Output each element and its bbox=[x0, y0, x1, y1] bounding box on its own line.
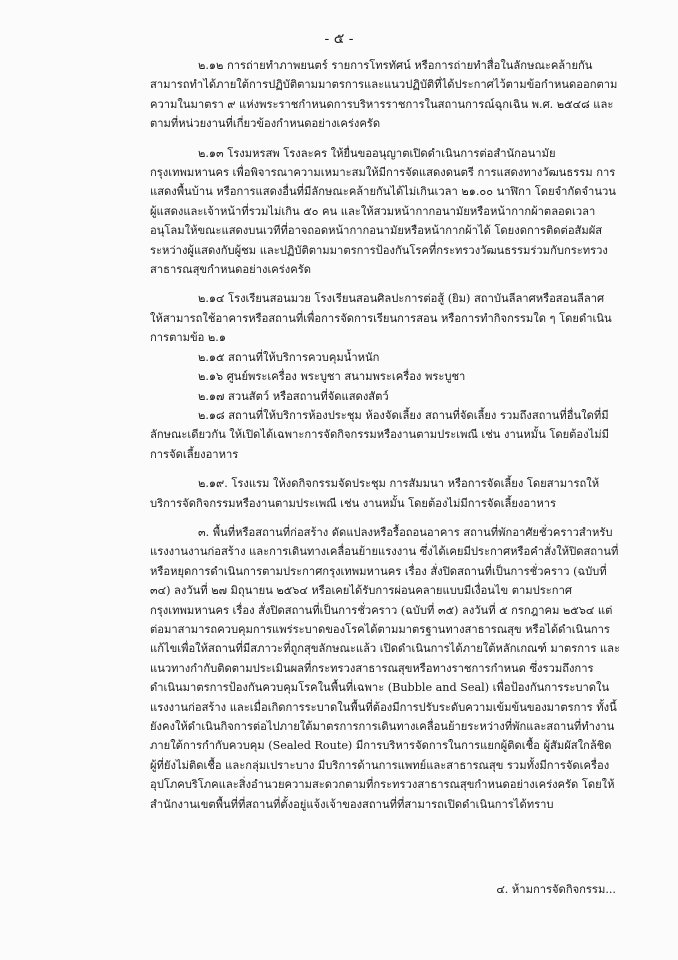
document-body bbox=[150, 56, 620, 824]
paragraph-2-16: ๒.๑๖ ศูนย์พระเครื่อง พระบูชา สนามพระเครื่อง พระบูชา bbox=[198, 370, 466, 384]
paragraph-2-17: ๒.๑๗ สวนสัตว์ หรือสถานที่จัดแสดงสัตว์ bbox=[198, 389, 389, 403]
paragraph-2-18: ๒.๑๘ สถานที่ให้บริการห้องประชุม ห้องจัดเลี้ยง สถานที่จัดเลี้ยง รวมถึงสถานที่อื่นใดที่มีลักษณะเดียวกัน ให้เปิดได้เฉพาะการจัดกิจกรรมหรืองานตามประเพณี เช่น งานหมั้น โดยต้องไม่มีการจัดเลี้ยงอาหาร bbox=[150, 408, 609, 461]
paragraph-2-14: ๒.๑๔ โรงเรียนสอนมวย โรงเรียนสอนศิลปะการต่อสู้ (ยิม) สถาบันลีลาศหรือสอนลีลาศ ให้สามารถใช้อาคารหรือสถานที่เพื่อการจัดการเรียนการสอน หรือการทำกิจกรรมใด ๆ โดยดำเนินการตามข้อ ๒.๑ bbox=[150, 292, 612, 345]
paragraph-3: ๓. พื้นที่หรือสถานที่ก่อสร้าง ดัดแปลงหรือรื้อถอนอาคาร สถานที่พักอาศัยชั่วคราวสำหรับแรงงานงานก่อสร้าง และการเดินทางเคลื่อนย้ายแรงงาน ซึ่งได้เคยมีประกาศหรือคำสั่งให้ปิดสถานที่หรือหยุดการดำเนินการตามประกาศกรุงเทพมหานคร เรื่อง สั่งปิดสถานที่เป็นการชั่วคราว (ฉบับที่ ๓๔) ลงวันที่ ๒๗ มิถุนายน ๒๕๖๔ หรือเคยได้รับการผ่อนคลายแบบมีเงื่อนไข ตามประกาศกรุงเทพมหานคร เรื่อง สั่งปิดสถานที่เป็นการชั่วคราว (ฉบับที่ ๓๕) ลงวันที่ ๕ กรกฎาคม ๒๕๖๔ แต่ต่อมาสามารถควบคุมการแพร่ระบาดของโรคได้ตามมาตรฐานทางสาธารณสุข หรือได้ดำเนินการแก้ไขเพื่อให้สถานที่มีสภาวะที่ถูกสุขลักษณะแล้ว เปิดดำเนินการได้ภายใต้หลักเกณฑ์ มาตรการ และแนวทางกำกับติดตามประเมินผลที่กระทรวงสาธารณสุขหรือทางราชการกำหนด ซึ่งรวมถึงการดำเนินมาตรการป้องกันควบคุมโรคในพื้นที่เฉพาะ (Bubble and Seal) เพื่อป้องกันการระบาดในแรงงานก่อสร้าง และเมื่อเกิดการระบาดในพื้นที่ต้องมีการปรับระดับความเข้มข้นของมาตรการ ทั้งนี้ ยังคงให้ดำเนินกิจการต่อไปภายใต้มาตรการการเดินทางเคลื่อนย้ายระหว่างที่พักและสถานที่ทำงานภายใต้การกำกับควบคุม (Sealed Route) มีการบริหารจัดการในการแยกผู้ติดเชื้อ ผู้สัมผัสใกล้ชิด ผู้ที่ยังไม่ติดเชื้อ และกลุ่มเปราะบาง มีบริการด้านการแพทย์และสาธารณสุข รวมทั้งมีการจัดเครื่องอุปโภคบริโภคและสิ่งอำนวยความสะดวกตามที่กระทรวงสาธารณสุขกำหนดอย่างเคร่งครัด โดยให้สำนักงานเขตพื้นที่ที่สถานที่ตั้งอยู่แจ้งเจ้าของสถานที่ที่สามารถเปิดดำเนินการได้ทราบ bbox=[150, 525, 620, 811]
continuation-note: ๔. ห้ามการจัดกิจกรรม... bbox=[496, 883, 616, 896]
page-number: - ๕ - bbox=[324, 31, 354, 47]
paragraph-2-19: ๒.๑๙. โรงแรม ให้งดกิจกรรมจัดประชุม การสัมมนา หรือการจัดเลี้ยง โดยสามารถให้บริการจัดกิจกรรมหรืองานตามประเพณี เช่น งานหมั้น โดยต้องไม่มีการจัดเลี้ยงอาหาร bbox=[150, 477, 600, 510]
paragraph-2-13: ๒.๑๓ โรงมหรสพ โรงละคร ให้ยื่นขออนุญาตเปิดดำเนินการต่อสำนักอนามัย กรุงเทพมหานคร เพื่อพิจารณาความเหมาะสมให้มีการจัดแสดงดนตรี การแสดงทางวัฒนธรรม การแสดงพื้นบ้าน หรือการแสดงอื่นที่มีลักษณะคล้ายกันได้ไม่เกินเวลา ๒๑.๐๐ นาฬิกา โดยจำกัดจำนวนผู้แสดงและเจ้าหน้าที่รวมไม่เกิน ๕๐ คน และให้สวมหน้ากากอนามัยหรือหน้ากากผ้าตลอดเวลา อนุโลมให้ขณะแสดงบนเวทีที่อาจถอดหน้ากากอนามัยหรือหน้ากากผ้าได้ โดยงดการติดต่อสัมผัสระหว่างผู้แสดงกับผู้ชม และปฏิบัติตามมาตรการป้องกันโรคที่กระทรวงวัฒนธรรมร่วมกับกระทรวงสาธารณสุขกำหนดอย่างเคร่งครัด bbox=[150, 146, 616, 277]
paragraph-2-15: ๒.๑๕ สถานที่ให้บริการควบคุมน้ำหนัก bbox=[198, 350, 380, 364]
paragraph-2-12: ๒.๑๒ การถ่ายทำภาพยนตร์ รายการโทรทัศน์ หรือการถ่ายทำสื่อในลักษณะคล้ายกัน สามารถทำได้ภายใต้การปฏิบัติตามมาตรการและแนวปฏิบัติที่ได้ประกาศไว้ตามข้อกำหนดออกตามความในมาตรา ๙ แห่งพระราชกำหนดการบริหารราชการในสถานการณ์ฉุกเฉิน พ.ศ. ๒๕๔๘ และตามที่หน่วยงานที่เกี่ยวข้องกำหนดอย่างเคร่งครัด bbox=[150, 59, 618, 131]
